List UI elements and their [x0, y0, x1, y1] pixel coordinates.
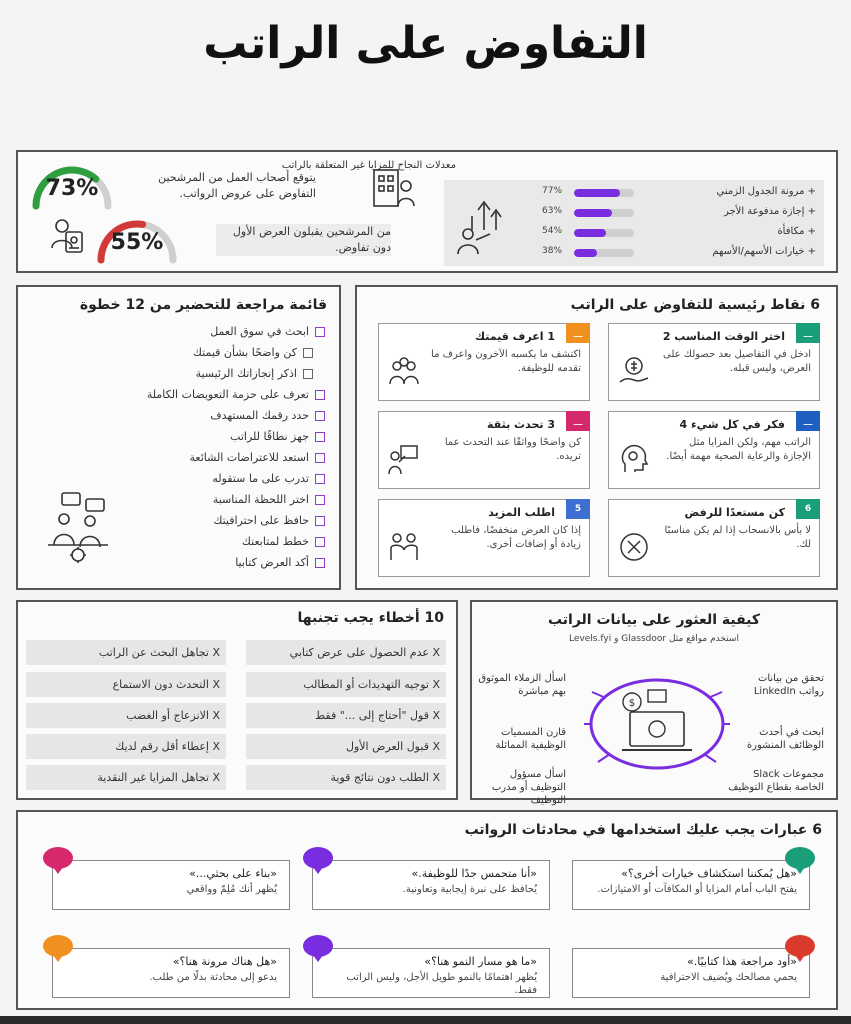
checkbox[interactable] — [315, 453, 325, 463]
point-body: كن واضحًا وواثقًا عند التحدث عما تريده. — [444, 437, 581, 462]
phrases-title: 6 عبارات يجب عليك استخدامها في محادثات الرواتب — [464, 822, 822, 838]
checklist-item[interactable]: ابحث في سوق العمل — [210, 325, 325, 338]
mistakes-panel — [16, 600, 458, 800]
mistake-item: X إعطاء أقل رقم لديك — [26, 734, 226, 759]
mistake-item: X قول "أحتاج إلى ..." فقط — [246, 703, 446, 728]
point-card — [608, 499, 820, 577]
mistakes-title: 10 أخطاء يجب تجنبها — [297, 610, 444, 626]
phrase-benefit: يدعو إلى محادثة بدلًا من طلب. — [149, 972, 277, 983]
mistake-item: X قبول العرض الأول — [246, 734, 446, 759]
phrase-card — [52, 860, 290, 910]
phrases-panel — [16, 810, 838, 1010]
checkbox[interactable] — [303, 348, 313, 358]
point-tag: __ — [796, 411, 820, 431]
rate-label: + مكافأة — [777, 226, 816, 237]
head-gears-icon — [617, 442, 651, 480]
checklist-item[interactable]: استعد للاعتراضات الشائعة — [190, 451, 325, 464]
bottom-bar — [0, 1016, 851, 1024]
gauge-55-value: 55% — [110, 230, 164, 255]
checkbox[interactable] — [315, 558, 325, 568]
point-card — [608, 411, 820, 489]
point-title: 3 تحدث بثقة — [487, 418, 555, 431]
checklist-panel — [16, 285, 341, 590]
rate-label: + إجازة مدفوعة الأجر — [723, 206, 816, 217]
salary-data-subtitle: استخدم مواقع مثل Glassdoor و Levels.fyi — [569, 634, 739, 644]
checklist-item[interactable]: خطط لمتابعتك — [242, 535, 325, 548]
mistake-item: X الانزعاج أو الغضب — [26, 703, 226, 728]
point-card — [378, 411, 590, 489]
rates-box — [444, 180, 824, 266]
money-hand-icon — [617, 354, 651, 392]
rate-pct: 63% — [542, 206, 563, 216]
salary-data-panel — [470, 600, 838, 806]
phrase-text: «بناء على بحثي...» — [189, 867, 277, 880]
checklist-item[interactable]: اذكر إنجازاتك الرئيسية — [196, 367, 313, 380]
point-body: الراتب مهم، ولكن المزايا مثل الإجازة والرعاية الصحية مهمة أيضًا. — [666, 437, 811, 462]
checkbox[interactable] — [315, 516, 325, 526]
point-title: 1 اعرف قيمتك — [474, 330, 555, 343]
salary-data-title: كيفية العثور على بيانات الراتب — [547, 612, 761, 628]
svg-text:$: $ — [628, 698, 636, 709]
checklist-item[interactable]: تدرب على ما ستقوله — [212, 472, 325, 485]
gauge-73-value: 73% — [45, 176, 99, 201]
rates-title: معدلات النجاح للمزايا غير المتعلقة بالراتب — [281, 160, 456, 171]
rate-bar — [574, 209, 634, 217]
phrase-benefit: يُحافظ على نبرة إيجابية وتعاونية. — [402, 884, 537, 895]
point-tag: __ — [796, 323, 820, 343]
checkbox[interactable] — [303, 369, 313, 379]
key-points-title: 6 نقاط رئيسية للتفاوض على الراتب — [570, 297, 820, 313]
checkbox[interactable] — [315, 537, 325, 547]
point-title: كن مستعدًا للرفض — [684, 506, 785, 519]
checklist-item[interactable]: أكد العرض كتابيا — [235, 556, 325, 569]
phrase-card — [572, 948, 810, 998]
checklist-item[interactable]: تعرف على حزمة التعويضات الكاملة — [147, 388, 325, 401]
checklist-item[interactable]: جهز نطاقًا للراتب — [230, 430, 325, 443]
checklist-item[interactable]: حدد رقمك المستهدف — [210, 409, 325, 422]
phrase-text: «هل يُمكننا استكشاف خيارات أخرى؟» — [621, 867, 797, 880]
checkbox[interactable] — [315, 474, 325, 484]
checkbox[interactable] — [315, 327, 325, 337]
phrase-card — [312, 860, 550, 910]
phrase-card — [52, 948, 290, 998]
phrase-benefit: يفتح الباب أمام المزايا أو المكافآت أو الامتيازات. — [597, 884, 797, 895]
phrase-benefit: يحمي مصالحك ويُضيف الاحترافية — [660, 972, 797, 983]
checklist-item[interactable]: كن واضحًا بشأن قيمتك — [193, 346, 313, 359]
checkbox[interactable] — [315, 432, 325, 442]
point-body: اكتشف ما يكسبه الآخرون واعرف ما تقدمه للوظيفة. — [431, 349, 581, 374]
speech-bubble-icon — [785, 847, 815, 869]
mistake-item: X الطلب دون نتائج قوية — [246, 765, 446, 790]
point-tag: 6 — [796, 499, 820, 519]
note-recruiter: اسأل مسؤول التوظيف أو مدرب التوظيف — [491, 769, 566, 806]
speech-bubble-icon — [43, 935, 73, 957]
checkbox[interactable] — [315, 390, 325, 400]
note-titles: قارن المسميات الوظيفية المماثلة — [495, 727, 566, 751]
point-card — [378, 499, 590, 577]
mistake-item: X التحدث دون الاستماع — [26, 672, 226, 697]
note-postings: ابحث في أحدث الوظائف المنشورة — [746, 727, 824, 751]
point-card — [378, 323, 590, 401]
key-points-panel — [355, 285, 838, 590]
point-body: إذا كان العرض منخفضًا، فاطلب زيادة أو إضافات أخرى. — [451, 525, 581, 550]
phrase-card — [312, 948, 550, 998]
candidate-icon — [48, 216, 88, 256]
phrase-text: «ما هو مسار النمو هنا؟» — [424, 955, 537, 968]
speech-bubble-icon — [303, 935, 333, 957]
meeting-icon — [38, 487, 118, 567]
rate-pct: 38% — [542, 246, 563, 256]
stat2-text: من المرشحين يقبلون العرض الأول دون تفاوض. — [216, 224, 391, 256]
decline-icon — [617, 530, 651, 568]
phrase-card — [572, 860, 810, 910]
stat1-text: يتوقع أصحاب العمل من المرشحين التفاوض على عروض الرواتب. — [158, 171, 316, 200]
checklist-item[interactable]: اختر اللحظة المناسبة — [213, 493, 325, 506]
gauge-55 — [93, 212, 181, 264]
rate-label: + مرونة الجدول الزمني — [716, 186, 816, 197]
point-title: اطلب المزيد — [488, 506, 555, 519]
point-body: ادخل في التفاصيل بعد حصولك على العرض، وليس قبله. — [663, 349, 811, 374]
phrase-text: «هل هناك مرونة هنا؟» — [172, 955, 277, 968]
mistake-item: X عدم الحصول على عرض كتابي — [246, 640, 446, 665]
point-tag: __ — [566, 411, 590, 431]
checklist-item[interactable]: حافظ على احترافيتك — [213, 514, 325, 527]
point-body: لا بأس بالانسحاب إذا لم يكن مناسبًا لك. — [664, 525, 811, 550]
presenter-icon — [387, 442, 421, 480]
speech-bubble-icon — [303, 847, 333, 869]
checklist-title: قائمة مراجعة للتحضير من 12 خطوة — [79, 297, 327, 313]
phrase-text: «أنا متحمس جدًا للوظيفة.» — [411, 867, 537, 880]
rate-bar — [574, 229, 634, 237]
point-card — [608, 323, 820, 401]
handshake-icon — [387, 530, 421, 568]
rate-label: + خيارات الأسهم/الأسهم — [712, 246, 816, 257]
note-slack: مجموعات Slack الخاصة بقطاع التوظيف — [728, 769, 824, 793]
checkbox[interactable] — [315, 495, 325, 505]
phrase-benefit: يُظهر اهتمامًا بالنمو طويل الأجل، وليس الراتب فقط. — [346, 972, 537, 996]
phrase-benefit: يُظهر أنك مُلِمّ وواقعي — [186, 884, 277, 895]
speech-bubble-icon — [785, 935, 815, 957]
phrase-text: «أود مراجعة هذا كتابيًا.» — [686, 955, 797, 968]
point-title: فكر في كل شيء 4 — [679, 418, 785, 431]
page-title: التفاوض على الراتب — [203, 18, 648, 69]
gauge-73 — [28, 158, 116, 210]
point-title: اختر الوقت المناسب 2 — [662, 330, 785, 343]
team-icon — [387, 354, 421, 392]
speech-bubble-icon — [43, 847, 73, 869]
rate-pct: 77% — [542, 186, 563, 196]
laptop-hub-icon — [572, 662, 742, 782]
growth-person-icon — [452, 188, 512, 258]
rate-pct: 54% — [542, 226, 563, 236]
mistake-item: X تجاهل المزايا غير النقدية — [26, 765, 226, 790]
mistake-item: X توجيه التهديدات أو المطالب — [246, 672, 446, 697]
note-linkedin: تحقق من بيانات رواتب LinkedIn — [753, 673, 824, 697]
checkbox[interactable] — [315, 411, 325, 421]
rate-bar — [574, 249, 634, 257]
point-tag: 5 — [566, 499, 590, 519]
rate-bar — [574, 189, 634, 197]
stats-panel — [16, 150, 838, 273]
note-colleagues: اسأل الزملاء الموثوق بهم مباشرة — [478, 673, 566, 697]
point-tag: __ — [566, 323, 590, 343]
mistake-item: X تجاهل البحث عن الراتب — [26, 640, 226, 665]
